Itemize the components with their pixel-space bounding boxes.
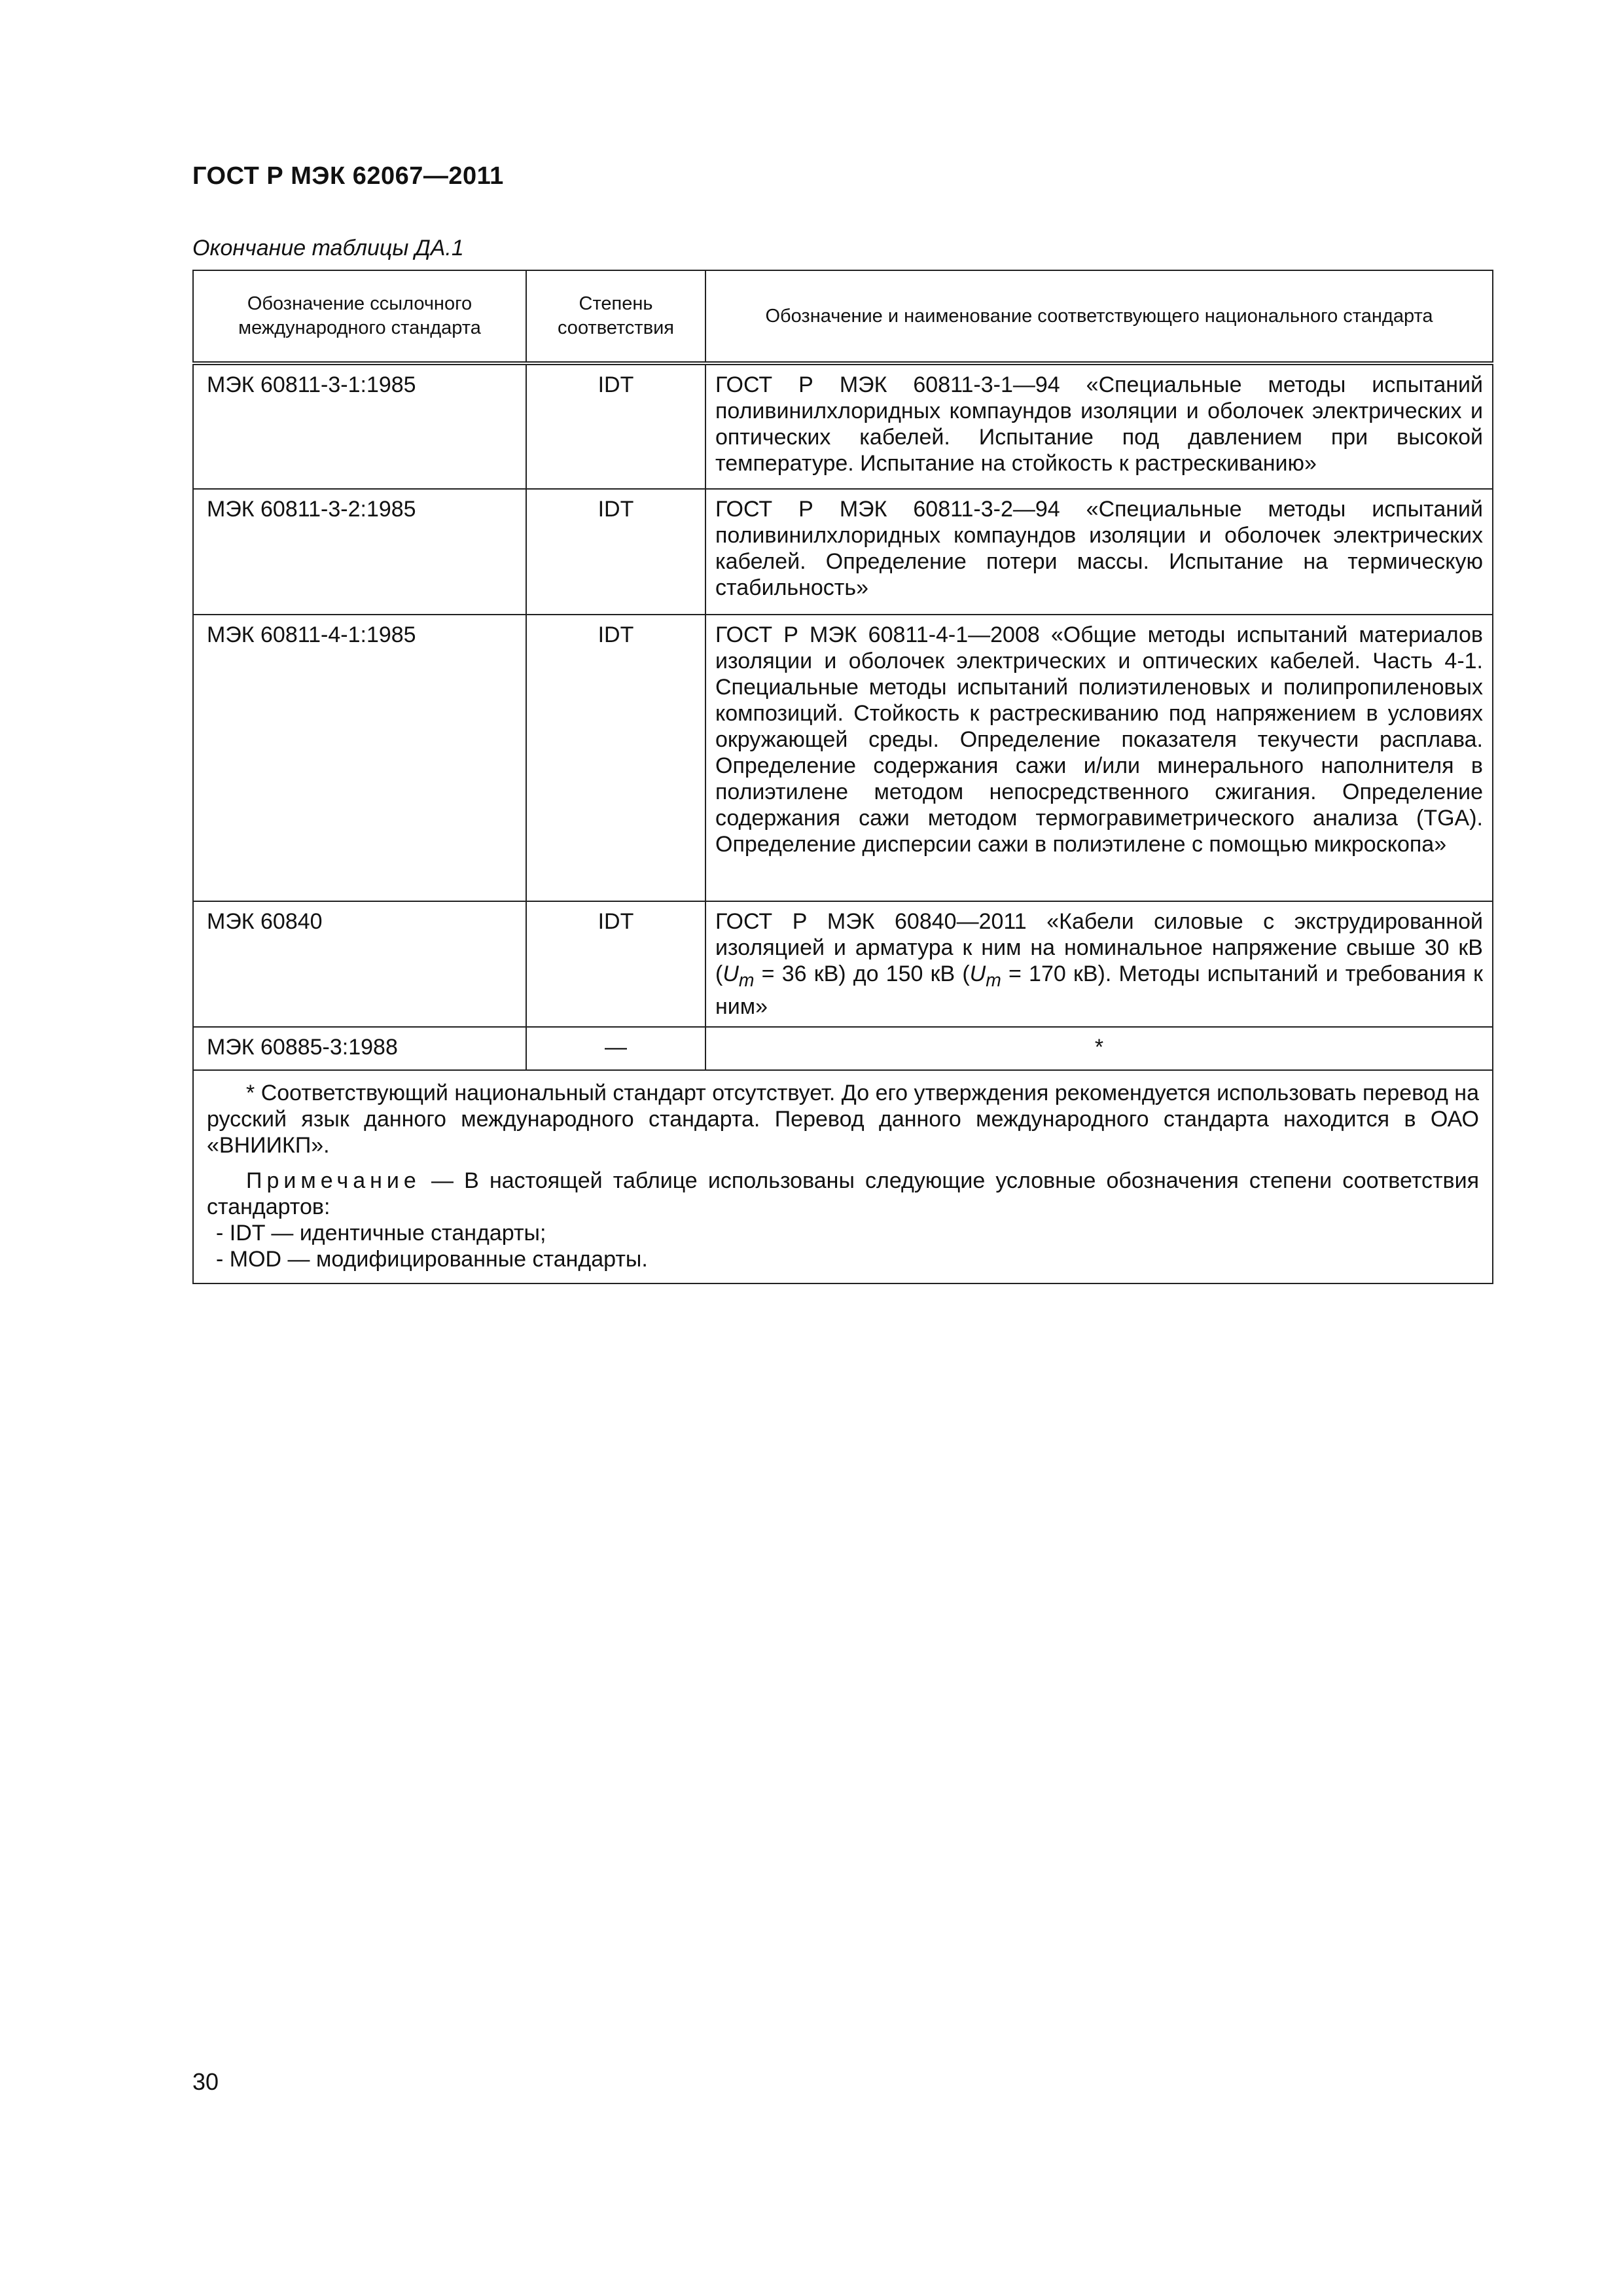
footnote: * Соответствующий национальный стандарт отсутствует. До его утверждения рекомендуется использовать перевод на русский язык данного международного стандарта. Перевод данного международного стандарта находится в ОАО «ВНИИКП».	[207, 1081, 1479, 1158]
voltage-subscript: m	[738, 969, 755, 991]
reference-standard-cell: МЭК 60811-3-2:1985	[193, 489, 526, 615]
national-standard-cell: *	[705, 1027, 1493, 1070]
note-text: — В настоящей таблице использованы следующие условные обозначения степени соответствия стандартов:	[207, 1168, 1479, 1219]
voltage-subscript: m	[986, 969, 1001, 991]
table-row	[193, 1027, 1493, 1070]
note-list	[207, 1220, 1479, 1272]
table-row	[193, 901, 1493, 1027]
table-row	[193, 363, 1493, 489]
degree-cell: IDT	[526, 489, 705, 615]
list-item: - IDT — идентичные стандарты;	[216, 1221, 546, 1246]
table-notes-row	[193, 1070, 1493, 1283]
voltage-symbol: U	[969, 961, 986, 986]
header-national-standard: Обозначение и наименование соответствующего национального стандарта	[705, 270, 1493, 363]
reference-standard-cell: МЭК 60885-3:1988	[193, 1027, 526, 1070]
note	[207, 1168, 1479, 1220]
national-standard-cell: ГОСТ Р МЭК 60811-3-2—94 «Специальные методы испытаний поливинилхлоридных компаундов изоляции и оболочек электрических кабелей. Определение потери массы. Испытание на термическую стабильность»	[705, 489, 1493, 615]
voltage-symbol: U	[722, 961, 739, 986]
national-text-part: = 36 кВ) до 150 кВ (	[754, 961, 970, 986]
reference-standard-cell: МЭК 60811-3-1:1985	[193, 363, 526, 489]
header-reference-standard: Обозначение ссылочного международного стандарта	[193, 270, 526, 363]
national-standard-cell: ГОСТ Р МЭК 60811-3-1—94 «Специальные методы испытаний поливинилхлоридных компаундов изоляции и оболочек электрических и оптических кабелей. Испытание под давлением при высокой температуре. Испытание на стойкость к растрескиванию»	[705, 363, 1493, 489]
table-row	[193, 489, 1493, 615]
national-text-part: ГОСТ Р МЭК 60840—2011 «Кабели силовые с экструдированной изоляцией и арматура к ним на номинальное напряжение свыше 30 кВ (	[715, 909, 1483, 986]
document-header: ГОСТ Р МЭК 62067—2011	[192, 162, 504, 190]
table-header-row	[193, 270, 1493, 363]
header-degree: Степень соответствия	[526, 270, 705, 363]
degree-cell: IDT	[526, 363, 705, 489]
degree-cell: IDT	[526, 901, 705, 1027]
page-number: 30	[192, 2068, 219, 2095]
table-caption: Окончание таблицы ДА.1	[192, 236, 464, 260]
degree-cell: IDT	[526, 615, 705, 901]
list-item: - MOD — модифицированные стандарты.	[216, 1247, 648, 1272]
degree-cell: —	[526, 1027, 705, 1070]
table-row	[193, 615, 1493, 901]
reference-standard-cell: МЭК 60840	[193, 901, 526, 1027]
national-standard-cell: ГОСТ Р МЭК 60811-4-1—2008 «Общие методы испытаний материалов изоляции и оболочек электрических и оптических кабелей. Часть 4-1. Специальные методы испытаний полиэтиленовых и полипропиленовых композиций. Стойкость к растрескиванию под напряжением в условиях окружающей среды. Определение показателя текучести расплава. Определение содержания сажи и/или минерального наполнителя в полиэтилене методом непосредственного сжигания. Определение содержания сажи методом термогравиметрического анализа (TGA). Определение дисперсии сажи в полиэтилене с помощью микроскопа»	[705, 615, 1493, 901]
reference-standard-cell: МЭК 60811-4-1:1985	[193, 615, 526, 901]
national-text-part: = 170 кВ). Методы испытаний и требования к ним»	[715, 961, 1483, 1019]
note-label: Примечание	[246, 1168, 421, 1193]
national-standard-cell	[705, 901, 1493, 1027]
standards-table	[192, 270, 1493, 1284]
notes-cell	[193, 1070, 1493, 1283]
